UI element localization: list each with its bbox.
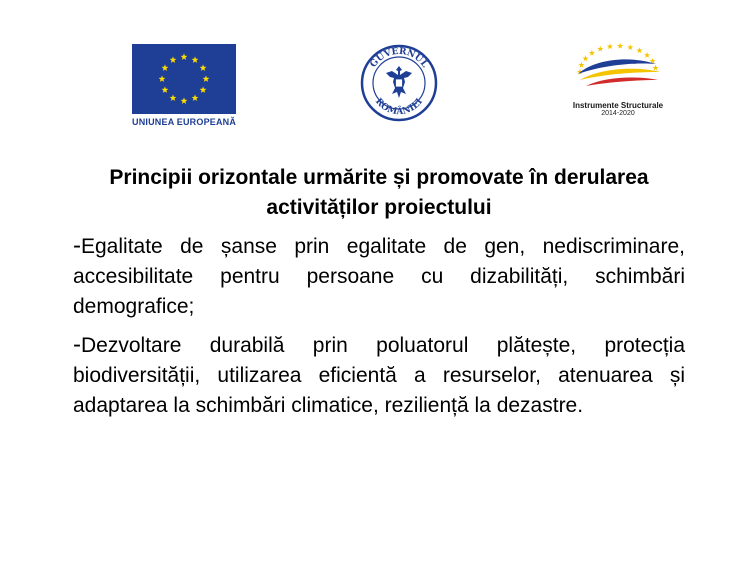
structural-instruments-caption: Instrumente Structurale <box>572 101 664 110</box>
document-heading: Principii orizontale urmărite și promovate în derularea activităților proiectului <box>109 166 649 219</box>
romanian-government-logo <box>360 44 438 122</box>
is-star-icon <box>589 50 595 56</box>
seal-text-bottom: ROMÂNIEI <box>372 96 425 118</box>
structural-instruments-icon <box>556 40 680 98</box>
is-star-icon <box>582 55 588 61</box>
is-star-icon <box>578 62 584 68</box>
eu-logo <box>132 44 236 128</box>
structural-instruments-years: 2014-2020 <box>601 110 635 117</box>
structural-instruments-logo <box>556 40 680 120</box>
principle-item-equality <box>73 231 685 322</box>
eu-flag-icon <box>132 44 236 114</box>
seal-text-top: GUVERNUL <box>368 46 430 70</box>
principle-text: Egalitate de șanse prin egalitate de gen, nediscriminare, accesibilitate pentru persoane cu dizabilități, schimbări demografice; <box>73 235 685 318</box>
eu-logo-caption: UNIUNEA EUROPEANĂ <box>132 117 237 127</box>
romanian-government-seal-icon <box>360 44 438 122</box>
is-star-icon <box>617 43 623 49</box>
is-star-icon <box>636 47 642 53</box>
document-body <box>73 163 685 429</box>
principle-text: Dezvoltare durabilă prin poluatorul plătește, protecția biodiversității, utilizarea eficientă a resurselor, atenuarea și adaptarea la schimbări climatice, reziliență la dezastre. <box>73 334 685 417</box>
is-star-icon <box>644 52 650 58</box>
is-star-icon <box>607 43 613 49</box>
is-star-icon <box>652 65 658 71</box>
principle-item-sustainability <box>73 330 685 421</box>
is-star-icon <box>597 46 603 52</box>
bullet-dash: - <box>73 232 81 259</box>
bullet-dash: - <box>73 331 81 358</box>
is-star-icon <box>627 44 633 50</box>
